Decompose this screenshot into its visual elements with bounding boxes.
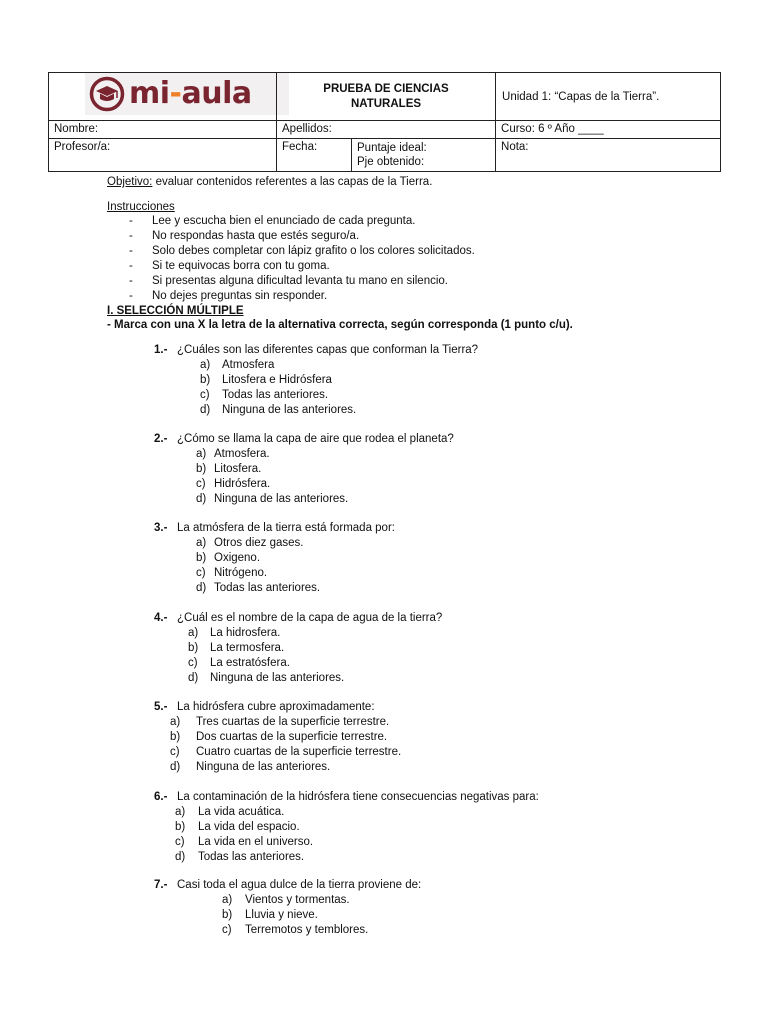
- option-text[interactable]: La termosfera.: [210, 642, 285, 654]
- header-table: [48, 72, 721, 172]
- option-text[interactable]: La vida del espacio.: [198, 821, 300, 833]
- option-letter[interactable]: d): [200, 404, 211, 416]
- option-text[interactable]: Ninguna de las anteriores.: [210, 672, 345, 684]
- instruction-item: No respondas hasta que estés seguro/a.: [152, 230, 360, 242]
- option-letter[interactable]: c): [196, 567, 206, 579]
- option-letter[interactable]: b): [200, 374, 211, 386]
- option-letter[interactable]: a): [175, 806, 186, 818]
- exam-title: [277, 73, 496, 121]
- option-text[interactable]: Todas las anteriores.: [222, 389, 329, 401]
- option-text[interactable]: Lluvia y nieve.: [245, 909, 318, 921]
- question-text: ¿Cómo se llama la capa de aire que rodea el planeta?: [177, 433, 454, 445]
- option-text[interactable]: Nitrógeno.: [214, 567, 268, 579]
- option-letter[interactable]: b): [170, 731, 181, 743]
- instruction-item: Lee y escucha bien el enunciado de cada pregunta.: [152, 215, 416, 227]
- option-letter[interactable]: b): [196, 463, 207, 475]
- instruction-item: Si te equivocas borra con tu goma.: [152, 260, 330, 272]
- profesor-field[interactable]: Profesor/a:: [49, 139, 277, 172]
- question-text: ¿Cuáles son las diferentes capas que conforman la Tierra?: [177, 344, 479, 356]
- option-letter[interactable]: d): [175, 851, 186, 863]
- option-letter[interactable]: c): [200, 389, 210, 401]
- logo-text: mi-aula: [129, 76, 252, 111]
- exam-title-line1: PRUEBA DE CIENCIAS: [323, 82, 449, 95]
- puntaje-cell: [352, 139, 496, 172]
- option-text[interactable]: Ninguna de las anteriores.: [214, 493, 349, 505]
- option-text[interactable]: Atmosfera.: [214, 448, 270, 460]
- option-letter[interactable]: a): [222, 894, 233, 906]
- option-text[interactable]: Todas las anteriores.: [214, 582, 321, 594]
- option-text[interactable]: Oxigeno.: [214, 552, 261, 564]
- option-text[interactable]: Dos cuartas de la superficie terrestre.: [196, 731, 388, 743]
- option-text[interactable]: Otros diez gases.: [214, 537, 304, 549]
- option-text[interactable]: Terremotos y temblores.: [245, 924, 369, 936]
- option-letter[interactable]: a): [170, 716, 181, 728]
- option-text[interactable]: La estratósfera.: [210, 657, 290, 669]
- pje-obtenido-field[interactable]: Pje obtenido:: [357, 156, 425, 168]
- question-number: 4.-: [154, 612, 168, 624]
- instruction-item: No dejes preguntas sin responder.: [152, 290, 328, 302]
- option-letter[interactable]: b): [175, 821, 186, 833]
- instruction-bullet: -: [129, 290, 133, 302]
- unit-label: Unidad 1: “Capas de la Tierra”.: [496, 73, 721, 121]
- curso-field[interactable]: Curso: 6 º Año ____: [496, 121, 721, 139]
- question-number: 6.-: [154, 791, 168, 803]
- question-number: 5.-: [154, 701, 168, 713]
- nota-field[interactable]: Nota:: [496, 139, 721, 172]
- question-text: La hidrósfera cubre aproximadamente:: [177, 701, 375, 713]
- option-text[interactable]: Todas las anteriores.: [198, 851, 305, 863]
- option-text[interactable]: La vida en el universo.: [198, 836, 314, 848]
- question-number: 2.-: [154, 433, 168, 445]
- option-letter[interactable]: c): [188, 657, 198, 669]
- option-text[interactable]: Hidrósfera.: [214, 478, 271, 490]
- option-letter[interactable]: d): [196, 493, 207, 505]
- option-letter[interactable]: d): [170, 761, 181, 773]
- graduation-cap-icon: [89, 76, 125, 112]
- section-instruction: - Marca con una X la letra de la alternativa correcta, según corresponda (1 punto c/u).: [107, 319, 573, 331]
- instruction-bullet: -: [129, 230, 133, 242]
- option-letter[interactable]: c): [222, 924, 232, 936]
- instruction-bullet: -: [129, 245, 133, 257]
- objective-text: evaluar contenidos referentes a las capas de la Tierra.: [152, 176, 433, 188]
- question-text: La contaminación de la hidrósfera tiene consecuencias negativas para:: [177, 791, 539, 803]
- option-letter[interactable]: a): [196, 537, 207, 549]
- option-text[interactable]: Cuatro cuartas de la superficie terrestre.: [196, 746, 402, 758]
- question-text: ¿Cuál es el nombre de la capa de agua de la tierra?: [177, 612, 443, 624]
- option-text[interactable]: Litosfera e Hidrósfera: [222, 374, 332, 386]
- option-text[interactable]: Ninguna de las anteriores.: [222, 404, 357, 416]
- option-letter[interactable]: c): [175, 836, 185, 848]
- option-letter[interactable]: a): [188, 627, 199, 639]
- option-letter[interactable]: b): [222, 909, 233, 921]
- option-text[interactable]: La hidrosfera.: [210, 627, 281, 639]
- option-letter[interactable]: a): [196, 448, 207, 460]
- option-text[interactable]: Ninguna de las anteriores.: [196, 761, 331, 773]
- option-letter[interactable]: b): [196, 552, 207, 564]
- question-number: 7.-: [154, 879, 168, 891]
- instruction-bullet: -: [129, 260, 133, 272]
- option-text[interactable]: Tres cuartas de la superficie terrestre.: [196, 716, 390, 728]
- instruction-item: Si presentas alguna dificultad levanta tu mano en silencio.: [152, 275, 448, 287]
- option-letter[interactable]: a): [200, 359, 211, 371]
- instructions-title: Instrucciones: [107, 201, 175, 213]
- question-number: 3.-: [154, 522, 168, 534]
- option-text[interactable]: Atmosfera: [222, 359, 275, 371]
- nombre-field[interactable]: Nombre:: [49, 121, 277, 139]
- section-title: I. SELECCIÓN MÚLTIPLE: [107, 305, 244, 317]
- mi-aula-logo: [85, 73, 289, 115]
- question-number: 1.-: [154, 344, 168, 356]
- option-letter[interactable]: c): [196, 478, 206, 490]
- option-text[interactable]: Vientos y tormentas.: [245, 894, 350, 906]
- exam-title-line2: NATURALES: [350, 97, 422, 110]
- instruction-bullet: -: [129, 275, 133, 287]
- instruction-item: Solo debes completar con lápiz grafito o los colores solicitados.: [152, 245, 475, 257]
- question-text: Casi toda el agua dulce de la tierra proviene de:: [177, 879, 422, 891]
- option-letter[interactable]: c): [170, 746, 180, 758]
- instruction-bullet: -: [129, 215, 133, 227]
- puntaje-ideal-field[interactable]: Puntaje ideal:: [357, 142, 427, 154]
- option-text[interactable]: La vida acuática.: [198, 806, 285, 818]
- objective-label: Objetivo:: [107, 176, 153, 188]
- question-text: La atmósfera de la tierra está formada por:: [177, 522, 395, 534]
- option-text[interactable]: Litosfera.: [214, 463, 262, 475]
- apellidos-field[interactable]: Apellidos:: [277, 121, 496, 139]
- fecha-field[interactable]: Fecha:: [277, 139, 352, 172]
- option-letter[interactable]: b): [188, 642, 199, 654]
- logo-cell: [49, 73, 277, 121]
- option-letter[interactable]: d): [196, 582, 207, 594]
- option-letter[interactable]: d): [188, 672, 199, 684]
- objective: [107, 175, 432, 190]
